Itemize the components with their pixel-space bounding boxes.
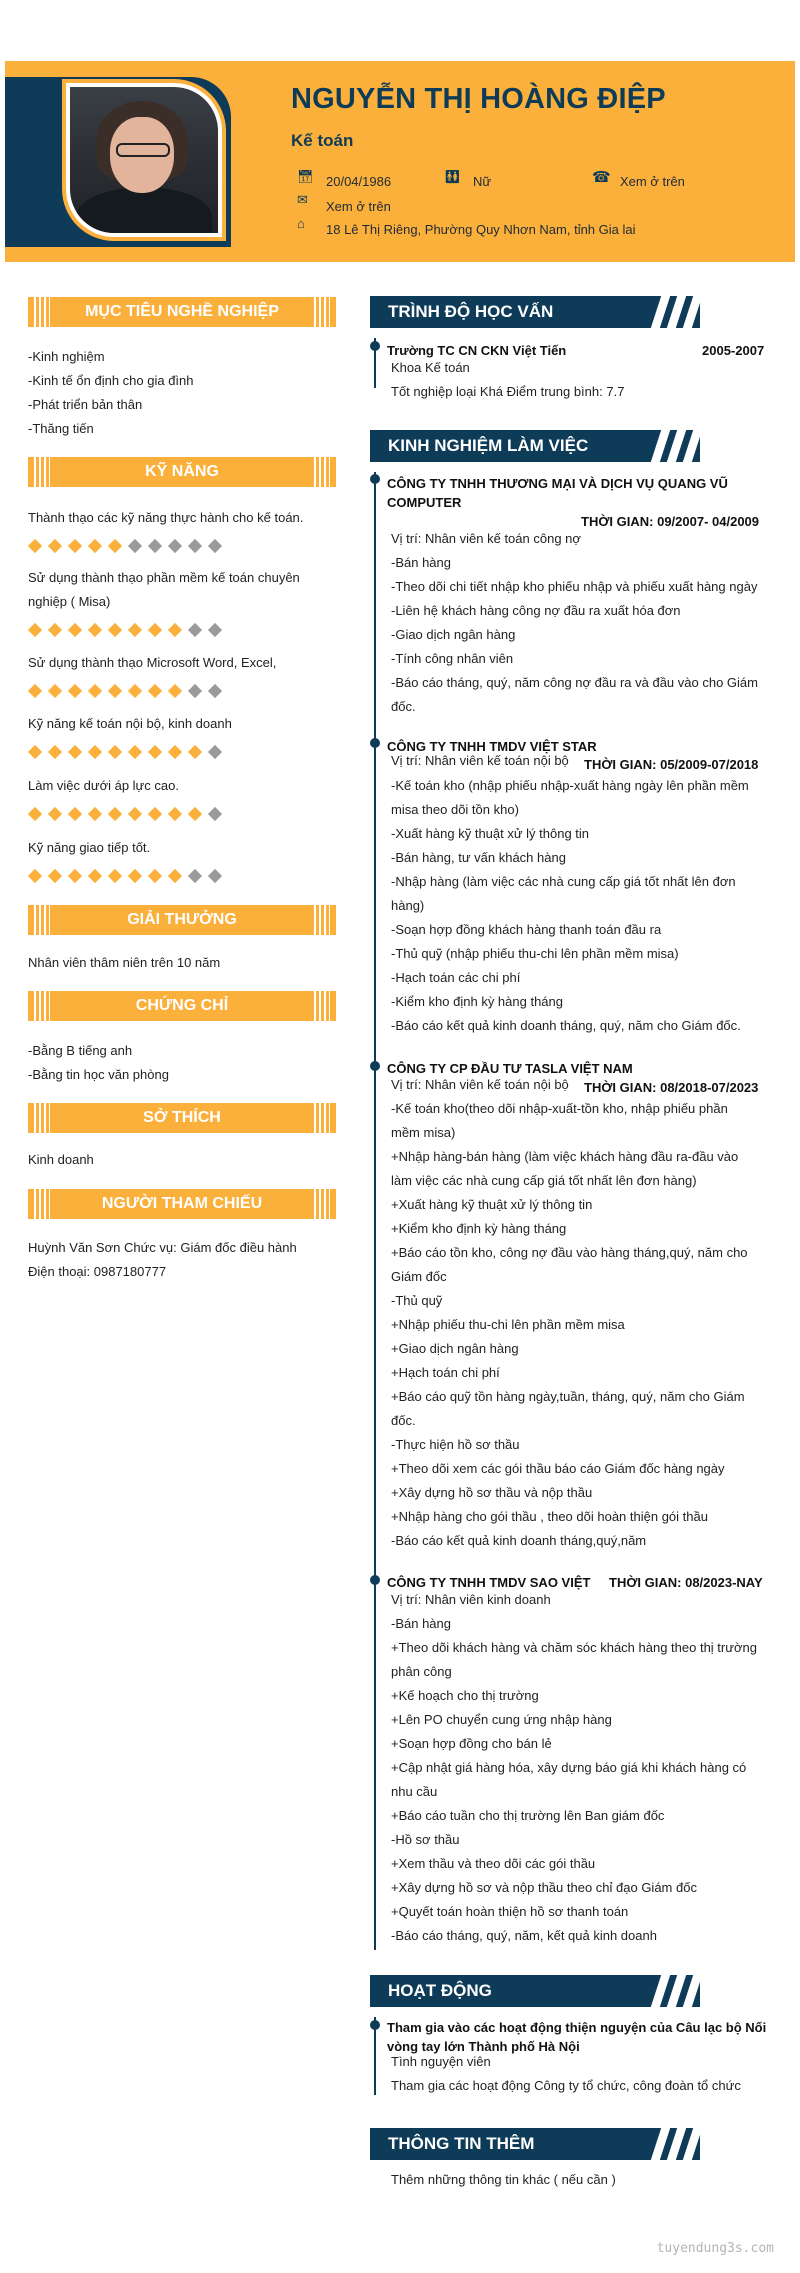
education-details	[391, 356, 787, 404]
rating-diamond-empty	[188, 684, 202, 698]
detail-line: -Thủ quỹ	[391, 1293, 443, 1308]
detail-line: -Bán hàng, tư vấn khách hàng	[391, 850, 566, 865]
company-name: CÔNG TY TNHH TMDV VIỆT STAR	[387, 739, 597, 754]
list-item: Nhân viên thâm niên trên 10 năm	[28, 955, 221, 970]
rating-diamond-filled	[108, 869, 122, 883]
skill-label: Sử dụng thành thạo phần mềm kế toán chuyên	[28, 570, 300, 585]
rating-diamond-filled	[68, 869, 82, 883]
email-value: Xem ở trên	[326, 199, 391, 214]
rating-diamond-filled	[48, 623, 62, 637]
detail-line: -Báo cáo kết quả kinh doanh tháng, quý, năm cho Giám đốc.	[391, 1018, 741, 1033]
rating-diamond-filled	[88, 623, 102, 637]
rating-diamond-filled	[148, 684, 162, 698]
list-item: -Thăng tiến	[28, 421, 94, 436]
email-icon: ✉	[297, 192, 308, 207]
rating-diamond-filled	[28, 623, 42, 637]
detail-line: +Báo cáo quỹ tồn hàng ngày,tuần, tháng, quý, năm cho Giám	[391, 1389, 745, 1404]
section-more-title: THÔNG TIN THÊM	[370, 2128, 700, 2160]
rating-diamond-filled	[128, 623, 142, 637]
rating-diamond-filled	[28, 684, 42, 698]
list-item: Điện thoại: 0987180777	[28, 1264, 167, 1279]
job-time: THỜI GIAN: 08/2018-07/2023	[584, 1080, 759, 1095]
rating-diamond-filled	[148, 869, 162, 883]
phone-value: Xem ở trên	[620, 174, 685, 189]
detail-line: -Thủ quỹ (nhập phiếu thu-chi lên phần mềm misa)	[391, 946, 679, 961]
list-item: -Bằng B tiếng anh	[28, 1043, 133, 1058]
rating-diamond-filled	[188, 807, 202, 821]
rating-diamond-filled	[28, 807, 42, 821]
detail-line: +Quyết toán hoàn thiện hồ sơ thanh toán	[391, 1904, 629, 1919]
detail-line: phân công	[391, 1664, 452, 1679]
company-name: CÔNG TY CP ĐẦU TƯ TASLA VIỆT NAM	[387, 1061, 633, 1076]
detail-line: +Xây dựng hồ sơ thầu và nộp thầu	[391, 1485, 593, 1500]
detail-line: +Theo dõi khách hàng và chăm sóc khách hàng theo thị trường	[391, 1640, 757, 1655]
rating-diamond-filled	[48, 807, 62, 821]
job-details	[391, 1588, 787, 1948]
detail-line: -Hồ sơ thầu	[391, 1832, 460, 1847]
company-name: CÔNG TY TNHH TMDV SAO VIỆT	[387, 1575, 591, 1590]
detail-line: Giám đốc	[391, 1269, 447, 1284]
awards-list	[28, 951, 220, 975]
job-time: THỜI GIAN: 08/2023-NAY	[609, 1575, 763, 1590]
job-title: Kế toán	[291, 131, 354, 150]
job-details	[391, 1097, 787, 1553]
rating-diamond-filled	[148, 745, 162, 759]
rating-diamond-empty	[208, 807, 222, 821]
detail-line: +Báo cáo tồn kho, công nợ đầu vào hàng tháng,quý, năm cho	[391, 1245, 748, 1260]
detail-line: -Giao dịch ngân hàng	[391, 627, 516, 642]
detail-line: -Thực hiện hồ sơ thầu	[391, 1437, 520, 1452]
job-details	[391, 527, 787, 719]
rating-diamond-filled	[68, 684, 82, 698]
timeline-dot	[370, 738, 380, 748]
detail-line: +Xuất hàng kỹ thuật xử lý thông tin	[391, 1197, 593, 1212]
rating-diamond-filled	[168, 684, 182, 698]
section-activities-title: HOẠT ĐỘNG	[370, 1975, 700, 2007]
certs-list	[28, 1039, 169, 1087]
detail-line: đốc.	[391, 699, 416, 714]
timeline-dot	[370, 1061, 380, 1071]
detail-line: mềm misa)	[391, 1125, 456, 1140]
job-position: Vị trí: Nhân viên kế toán nội bộ	[391, 753, 569, 768]
gender-icon: 🚻︎	[444, 169, 461, 184]
rating-diamond-filled	[128, 684, 142, 698]
detail-line: Vị trí: Nhân viên kinh doanh	[391, 1592, 551, 1607]
list-item: -Bằng tin học văn phòng	[28, 1067, 169, 1082]
rating-diamond-filled	[88, 684, 102, 698]
rating-diamond-filled	[128, 745, 142, 759]
rating-diamond-empty	[188, 623, 202, 637]
timeline-dot	[370, 474, 380, 484]
job-time: THỜI GIAN: 05/2009-07/2018	[584, 757, 759, 772]
rating-diamond-filled	[168, 807, 182, 821]
job-time: THỜI GIAN: 09/2007- 04/2009	[581, 514, 760, 529]
rating-diamond-filled	[108, 807, 122, 821]
rating-diamond-filled	[108, 745, 122, 759]
rating-diamond-filled	[68, 745, 82, 759]
education-years: 2005-2007	[702, 343, 765, 358]
rating-diamond-filled	[68, 539, 82, 553]
section-education-title: TRÌNH ĐỘ HỌC VẤN	[370, 296, 700, 328]
section-reference-title: NGƯỜI THAM CHIẾU	[28, 1189, 336, 1219]
section-skills-title: KỸ NĂNG	[28, 457, 336, 487]
company-name: CÔNG TY TNHH THƯƠNG MẠI VÀ DỊCH VỤ QUANG VŨ COMPUTER	[387, 476, 728, 510]
rating-diamond-filled	[28, 745, 42, 759]
rating-diamond-filled	[148, 807, 162, 821]
detail-line: +Cập nhật giá hàng hóa, xây dựng báo giá khi khách hàng có	[391, 1760, 747, 1775]
dob-value: 20/04/1986	[326, 174, 392, 189]
section-objective-title: MỤC TIÊU NGHỀ NGHIỆP	[28, 297, 336, 327]
phone-icon: ☎	[592, 169, 611, 186]
skill-label: Kỹ năng giao tiếp tốt.	[28, 840, 151, 855]
skill-label: Thành thạo các kỹ năng thực hành cho kế toán.	[28, 510, 304, 525]
rating-diamond-filled	[88, 869, 102, 883]
detail-line: -Báo cáo tháng, quý, năm công nợ đầu ra và đầu vào cho Giám	[391, 675, 758, 690]
detail-line: -Bán hàng	[391, 555, 451, 570]
skill-label: nghiệp ( Misa)	[28, 594, 111, 609]
detail-line: -Tính công nhân viên	[391, 651, 514, 666]
detail-line: -Kế toán kho (nhập phiếu nhập-xuất hàng ngày lên phần mềm	[391, 778, 749, 793]
activity-org: Tham gia vào các hoạt động thiện nguyện của Câu lạc bộ Nối vòng tay lớn Thành phố Hà Nội	[387, 2020, 767, 2054]
rating-diamond-empty	[208, 539, 222, 553]
detail-line: +Xây dựng hồ sơ và nộp thầu theo chỉ đạo Giám đốc	[391, 1880, 697, 1895]
detail-line: nhu cầu	[391, 1784, 438, 1799]
job-details	[391, 774, 787, 1038]
detail-line: -Kế toán kho(theo dõi nhập-xuất-tồn kho, nhập phiếu phần	[391, 1101, 728, 1116]
detail-line: +Lên PO chuyển cung ứng nhập hàng	[391, 1712, 612, 1727]
detail-line: +Soạn hợp đồng cho bán lẻ	[391, 1736, 552, 1751]
rating-diamond-filled	[88, 807, 102, 821]
rating-diamond-filled	[48, 539, 62, 553]
rating-diamond-filled	[28, 539, 42, 553]
detail-line: +Nhập hàng cho gói thầu , theo dõi hoàn thiện gói thầu	[391, 1509, 708, 1524]
detail-line: Tình nguyện viên	[391, 2054, 491, 2069]
rating-diamond-filled	[168, 623, 182, 637]
detail-line: -Kiểm kho định kỳ hàng tháng	[391, 994, 563, 1009]
detail-line: +Báo cáo tuần cho thị trường lên Ban giám đốc	[391, 1808, 665, 1823]
timeline-dot	[370, 1575, 380, 1585]
detail-line: +Hạch toán chi phí	[391, 1365, 500, 1380]
skill-label: Kỹ năng kế toán nội bộ, kinh doanh	[28, 716, 232, 731]
rating-diamond-filled	[108, 623, 122, 637]
rating-diamond-filled	[188, 745, 202, 759]
timeline-dot	[370, 341, 380, 351]
home-icon: ⌂	[297, 216, 305, 231]
detail-line: +Giao dịch ngân hàng	[391, 1341, 519, 1356]
rating-diamond-empty	[208, 684, 222, 698]
section-certs-title: CHỨNG CHỈ	[28, 991, 336, 1021]
skill-label: Làm việc dưới áp lực cao.	[28, 778, 179, 793]
rating-diamond-empty	[208, 623, 222, 637]
profile-photo	[70, 87, 218, 233]
rating-diamond-filled	[148, 623, 162, 637]
job-position: Vị trí: Nhân viên kế toán nội bộ	[391, 1077, 569, 1092]
detail-line: -Liên hệ khách hàng công nợ đầu ra xuất hóa đơn	[391, 603, 681, 618]
rating-diamond-filled	[108, 684, 122, 698]
timeline-dot	[370, 2020, 380, 2030]
objective-list	[28, 345, 194, 441]
rating-diamond-filled	[88, 745, 102, 759]
rating-diamond-filled	[48, 869, 62, 883]
rating-diamond-empty	[188, 539, 202, 553]
rating-diamond-empty	[128, 539, 142, 553]
rating-diamond-empty	[168, 539, 182, 553]
rating-diamond-filled	[88, 539, 102, 553]
detail-line: Vị trí: Nhân viên kế toán công nợ	[391, 531, 581, 546]
detail-line: -Xuất hàng kỹ thuật xử lý thông tin	[391, 826, 590, 841]
rating-diamond-empty	[208, 869, 222, 883]
hobbies-list	[28, 1148, 94, 1172]
section-hobbies-title: SỞ THÍCH	[28, 1103, 336, 1133]
school-name: Trường TC CN CKN Việt Tiến	[387, 343, 567, 358]
detail-line: Khoa Kế toán	[391, 360, 470, 375]
activity-details	[391, 2050, 787, 2098]
reference-list	[28, 1236, 297, 1284]
rating-diamond-filled	[168, 869, 182, 883]
section-awards-title: GIẢI THƯỞNG	[28, 905, 336, 935]
rating-diamond-filled	[68, 807, 82, 821]
detail-line: -Nhập hàng (làm việc các nhà cung cấp giá tốt nhất lên đơn	[391, 874, 736, 889]
detail-line: -Soạn hợp đồng khách hàng thanh toán đầu ra	[391, 922, 662, 937]
rating-diamond-empty	[208, 745, 222, 759]
address-value: 18 Lê Thị Riêng, Phường Quy Nhơn Nam, tỉnh Gia lai	[326, 222, 636, 237]
detail-line: +Nhập phiếu thu-chi lên phần mềm misa	[391, 1317, 625, 1332]
detail-line: -Bán hàng	[391, 1616, 451, 1631]
timeline-line	[374, 472, 376, 1950]
detail-line: Tham gia các hoạt động Công ty tổ chức, công đoàn tổ chức	[391, 2078, 741, 2093]
detail-line: +Nhập hàng-bán hàng (làm việc khách hàng đầu ra-đầu vào	[391, 1149, 739, 1164]
list-item: -Kinh nghiệm	[28, 349, 105, 364]
detail-line: hàng)	[391, 898, 425, 913]
rating-diamond-filled	[128, 807, 142, 821]
rating-diamond-filled	[128, 869, 142, 883]
detail-line: -Hạch toán các chi phí	[391, 970, 521, 985]
detail-line: +Kế hoạch cho thị trường	[391, 1688, 539, 1703]
detail-line: -Theo dõi chi tiết nhập kho phiếu nhập và phiếu xuất hàng ngày	[391, 579, 758, 594]
more-details	[391, 2168, 787, 2192]
detail-line: +Kiểm kho định kỳ hàng tháng	[391, 1221, 567, 1236]
detail-line: misa theo dõi tồn kho)	[391, 802, 519, 817]
gender-value: Nữ	[473, 174, 492, 189]
detail-line: +Xem thầu và theo dõi các gói thầu	[391, 1856, 596, 1871]
rating-diamond-filled	[48, 745, 62, 759]
rating-diamond-filled	[168, 745, 182, 759]
detail-line: -Báo cáo kết quả kinh doanh tháng,quý,năm	[391, 1533, 647, 1548]
watermark-site: tuyendung3s.com	[656, 2241, 774, 2256]
list-item: Huỳnh Văn Sơn Chức vụ: Giám đốc điều hành	[28, 1240, 297, 1255]
list-item: -Kinh tế ổn định cho gia đình	[28, 373, 194, 388]
list-item: -Phát triển bản thân	[28, 397, 143, 412]
avatar	[62, 79, 226, 241]
candidate-name: NGUYỄN THỊ HOÀNG ĐIỆP	[291, 83, 666, 115]
rating-diamond-filled	[28, 869, 42, 883]
skill-label: Sử dụng thành thạo Microsoft Word, Excel,	[28, 655, 277, 670]
detail-line: +Theo dõi xem các gói thầu báo cáo Giám đốc hàng ngày	[391, 1461, 725, 1476]
section-experience-title: KINH NGHIỆM LÀM VIỆC	[370, 430, 700, 462]
list-item: Kinh doanh	[28, 1152, 94, 1167]
detail-line: -Báo cáo tháng, quý, năm, kết quả kinh doanh	[391, 1928, 657, 1943]
detail-line: làm việc các nhà cung cấp giá tốt nhất lên đơn hàng)	[391, 1173, 697, 1188]
rating-diamond-empty	[188, 869, 202, 883]
detail-line: Thêm những thông tin khác ( nếu cần )	[391, 2172, 616, 2187]
detail-line: đốc.	[391, 1413, 416, 1428]
calendar-icon: 📅︎	[297, 169, 314, 184]
detail-line: Tốt nghiệp loại Khá Điểm trung bình: 7.7	[391, 384, 625, 399]
rating-diamond-filled	[48, 684, 62, 698]
rating-diamond-empty	[148, 539, 162, 553]
rating-diamond-filled	[68, 623, 82, 637]
rating-diamond-filled	[108, 539, 122, 553]
